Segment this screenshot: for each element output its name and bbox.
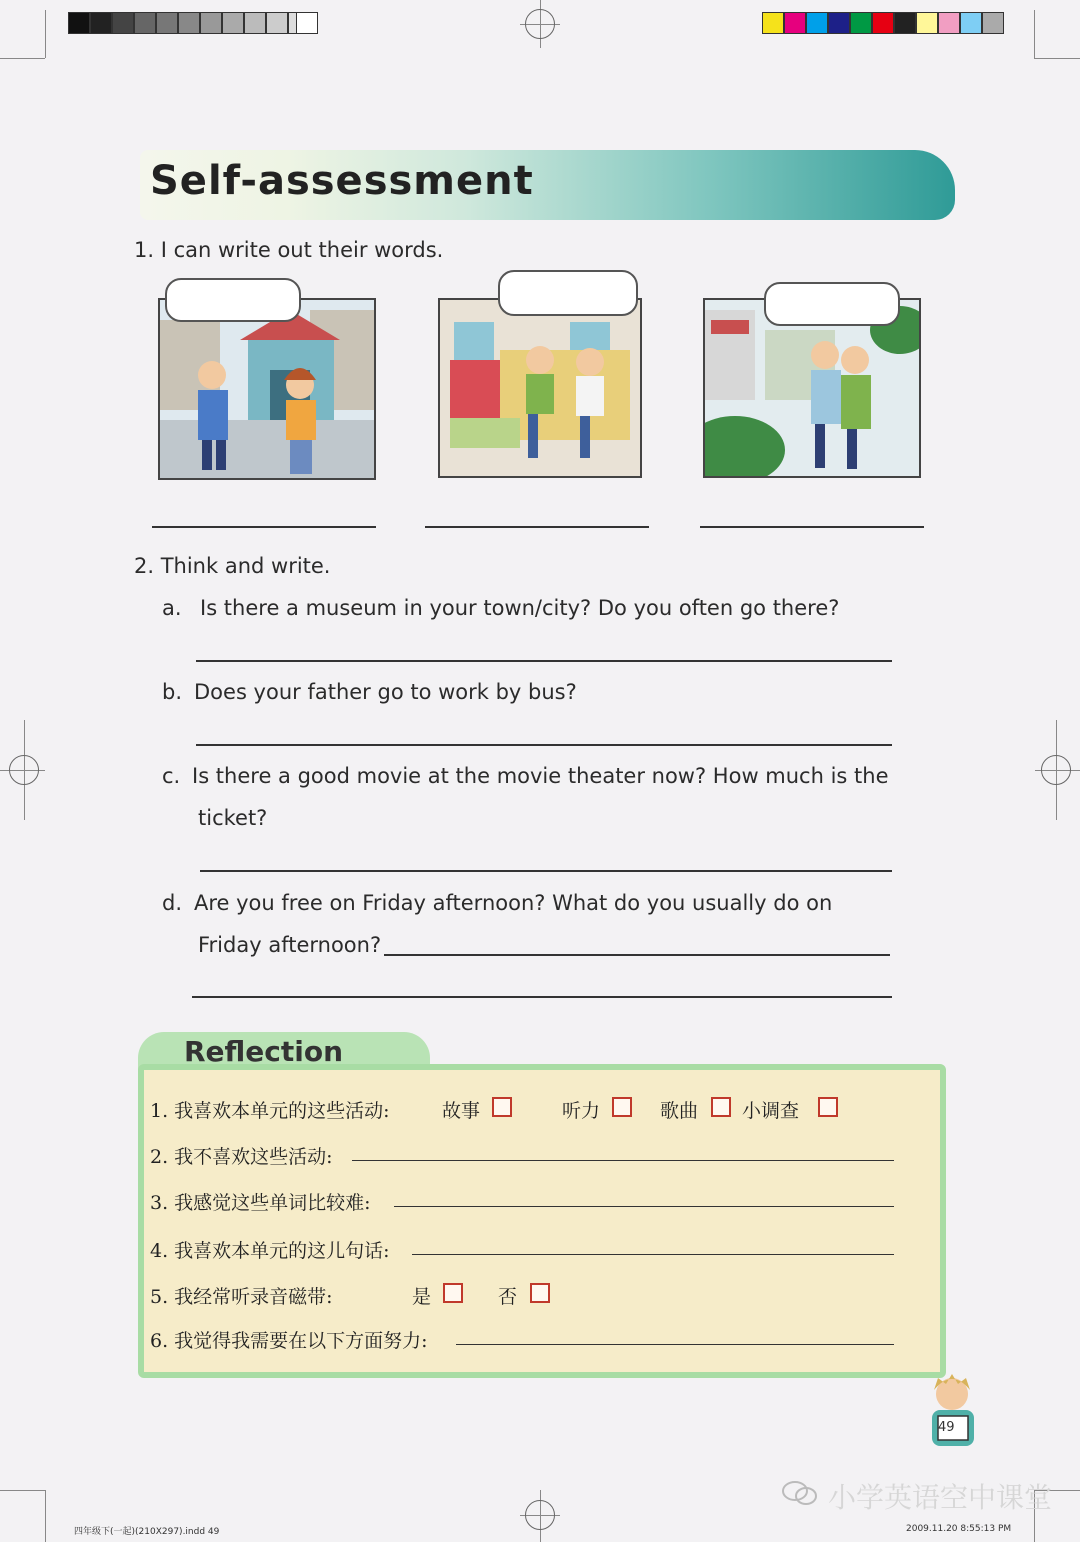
- answer-line-a[interactable]: [196, 660, 892, 662]
- question-a-text: Is there a museum in your town/city? Do you often go there?: [200, 596, 840, 620]
- picture-sofa-scene: [438, 298, 642, 478]
- activity-songs-checkbox[interactable]: [711, 1097, 731, 1117]
- question-c-label: c.: [162, 764, 181, 788]
- answer-line-3[interactable]: [700, 526, 924, 528]
- no-checkbox[interactable]: [530, 1283, 550, 1303]
- yes-label: 是: [412, 1286, 432, 1308]
- page-title: Self-assessment: [150, 158, 534, 204]
- no-label: 否: [498, 1286, 518, 1308]
- question-d-label: d.: [162, 891, 183, 915]
- question-c-text-continued: ticket?: [198, 806, 268, 830]
- question-c-text: Is there a good movie at the movie theater now? How much is the: [192, 764, 889, 788]
- answer-line-b[interactable]: [196, 744, 892, 746]
- reflection-item-2: 2. 我不喜欢这些活动:: [150, 1146, 333, 1168]
- question-d-text: Are you free on Friday afternoon? What do you usually do on: [194, 891, 833, 915]
- reflection-line-3[interactable]: [394, 1206, 894, 1207]
- answer-line-2[interactable]: [425, 526, 649, 528]
- speech-bubble-3[interactable]: [764, 282, 900, 326]
- answer-line-d2[interactable]: [192, 996, 892, 998]
- page-number: 49: [938, 1420, 955, 1435]
- question-b-text: Does your father go to work by bus?: [194, 680, 577, 704]
- activity-listening-label: 听力: [562, 1100, 601, 1122]
- reflection-title: Reflection: [184, 1035, 344, 1068]
- yes-checkbox[interactable]: [443, 1283, 463, 1303]
- footer-timestamp: 2009.11.20 8:55:13 PM: [906, 1524, 1012, 1534]
- answer-line-d1[interactable]: [384, 954, 890, 956]
- reflection-item-5: 5. 我经常听录音磁带:: [150, 1286, 333, 1308]
- activity-survey-label: 小调查: [742, 1100, 800, 1122]
- question-b-label: b.: [162, 680, 183, 704]
- mascot-icon: [918, 1372, 988, 1452]
- answer-line-1[interactable]: [152, 526, 376, 528]
- reflection-line-4[interactable]: [412, 1254, 894, 1255]
- question-a-label: a.: [162, 596, 182, 620]
- wechat-icon: [782, 1480, 818, 1506]
- reflection-line-6[interactable]: [456, 1344, 894, 1345]
- activity-story-label: 故事: [442, 1100, 481, 1122]
- footer-filename: 四年级下(一起)(210X297).indd 49: [74, 1527, 220, 1537]
- answer-line-c[interactable]: [200, 870, 892, 872]
- question-d-text-continued: Friday afternoon?: [198, 933, 382, 957]
- watermark-text: 小学英语空中课堂: [828, 1481, 1053, 1514]
- reflection-item-3: 3. 我感觉这些单词比较难:: [150, 1192, 371, 1214]
- reflection-line-2[interactable]: [352, 1160, 894, 1161]
- reflection-item-6: 6. 我觉得我需要在以下方面努力:: [150, 1330, 428, 1352]
- activity-story-checkbox[interactable]: [492, 1097, 512, 1117]
- activity-survey-checkbox[interactable]: [818, 1097, 838, 1117]
- reflection-item-4: 4. 我喜欢本单元的这儿句话:: [150, 1240, 390, 1262]
- section1-instruction: 1. I can write out their words.: [134, 238, 444, 262]
- section2-instruction: 2. Think and write.: [134, 554, 331, 578]
- activity-songs-label: 歌曲: [660, 1100, 699, 1122]
- activity-listening-checkbox[interactable]: [612, 1097, 632, 1117]
- speech-bubble-1[interactable]: [165, 278, 301, 322]
- reflection-item-1: 1. 我喜欢本单元的这些活动:: [150, 1100, 390, 1122]
- picture-library-scene: [158, 298, 376, 480]
- speech-bubble-2[interactable]: [498, 270, 638, 316]
